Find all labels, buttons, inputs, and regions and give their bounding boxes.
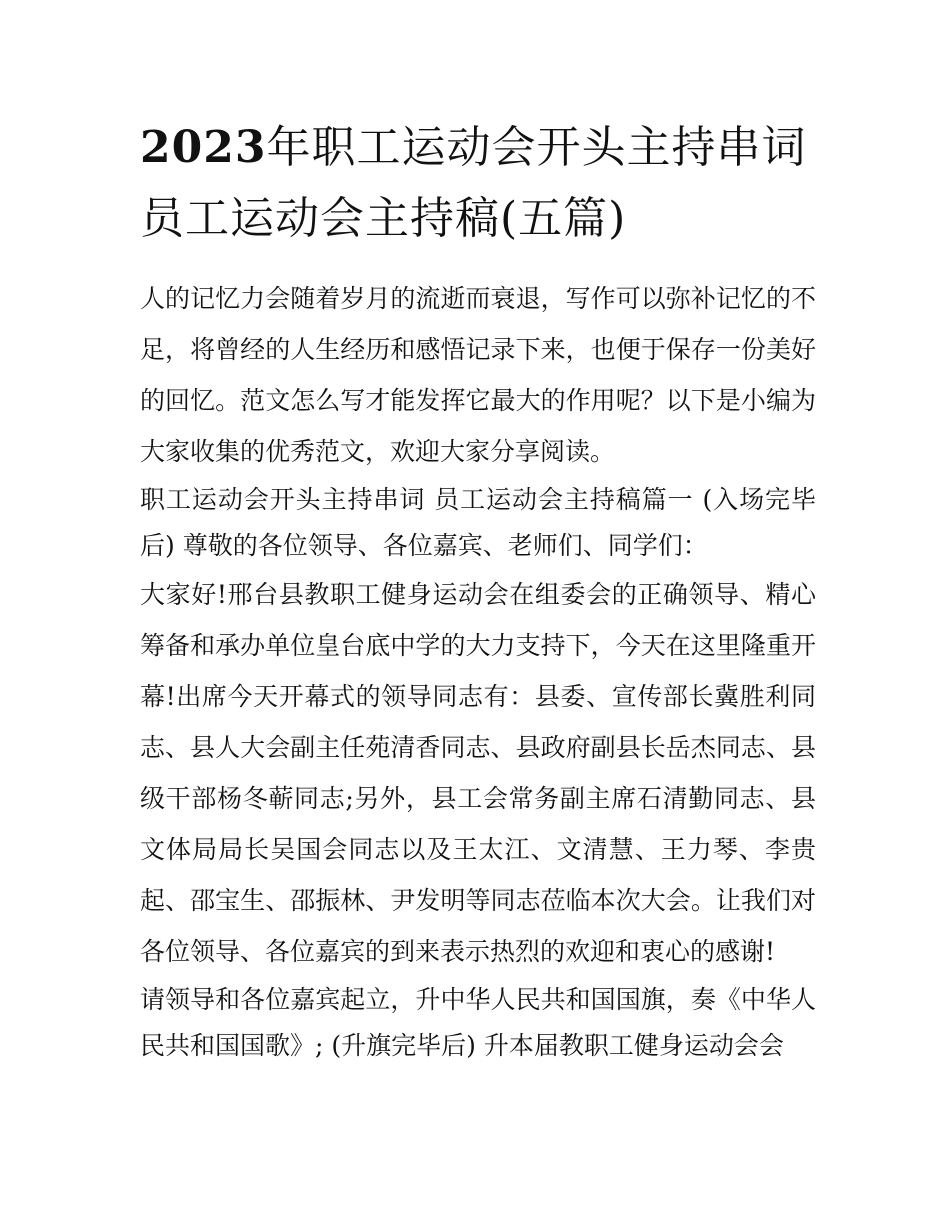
body-paragraph: 大家好!邢台县教职工健身运动会在组委会的正确领导、精心筹备和承办单位皇台底中学的大力支持下，今天在这里隆重开幕!出席今天开幕式的领导同志有：县委、宣传部长冀胜利同志、县人大会副主任苑清香同志、县政府副县长岳杰同志、县级干部杨冬蕲同志;另外，县工会常务副主席石清勤同志、县文体局局长吴国会同志以及王太江、文清慧、王力琴、李贵起、邵宝生、邵振林、尹发明等同志莅临本次大会。让我们对各位领导、各位嘉宾的到来表示热烈的欢迎和衷心的感谢! — [140, 580, 816, 966]
document-body — [140, 273, 816, 1069]
document-title — [140, 112, 820, 254]
intro-paragraph: 人的记忆力会随着岁月的流逝而衰退，写作可以弥补记忆的不足，将曾经的人生经历和感悟记录下来，也便于保存一份美好的回忆。范文怎么写才能发挥它最大的作用呢？以下是小编为大家收集的优秀范文，欢迎大家分享阅读。 — [140, 284, 816, 466]
title-year: 2023 — [140, 122, 267, 173]
body-paragraph-continued: 请领导和各位嘉宾起立，升中华人民共和国国旗，奏《中华人民共和国国歌》; (升旗完毕后) 升本届教职工健身运动会会 — [140, 985, 816, 1060]
section-heading-paragraph: 职工运动会开头主持串词 员工运动会主持稿篇一 (入场完毕后) 尊敬的各位领导、各位嘉宾、老师们、同学们： — [140, 485, 816, 560]
title-text: 年职工运动会开头主持串词 员工运动会主持稿(五篇) — [140, 122, 807, 244]
